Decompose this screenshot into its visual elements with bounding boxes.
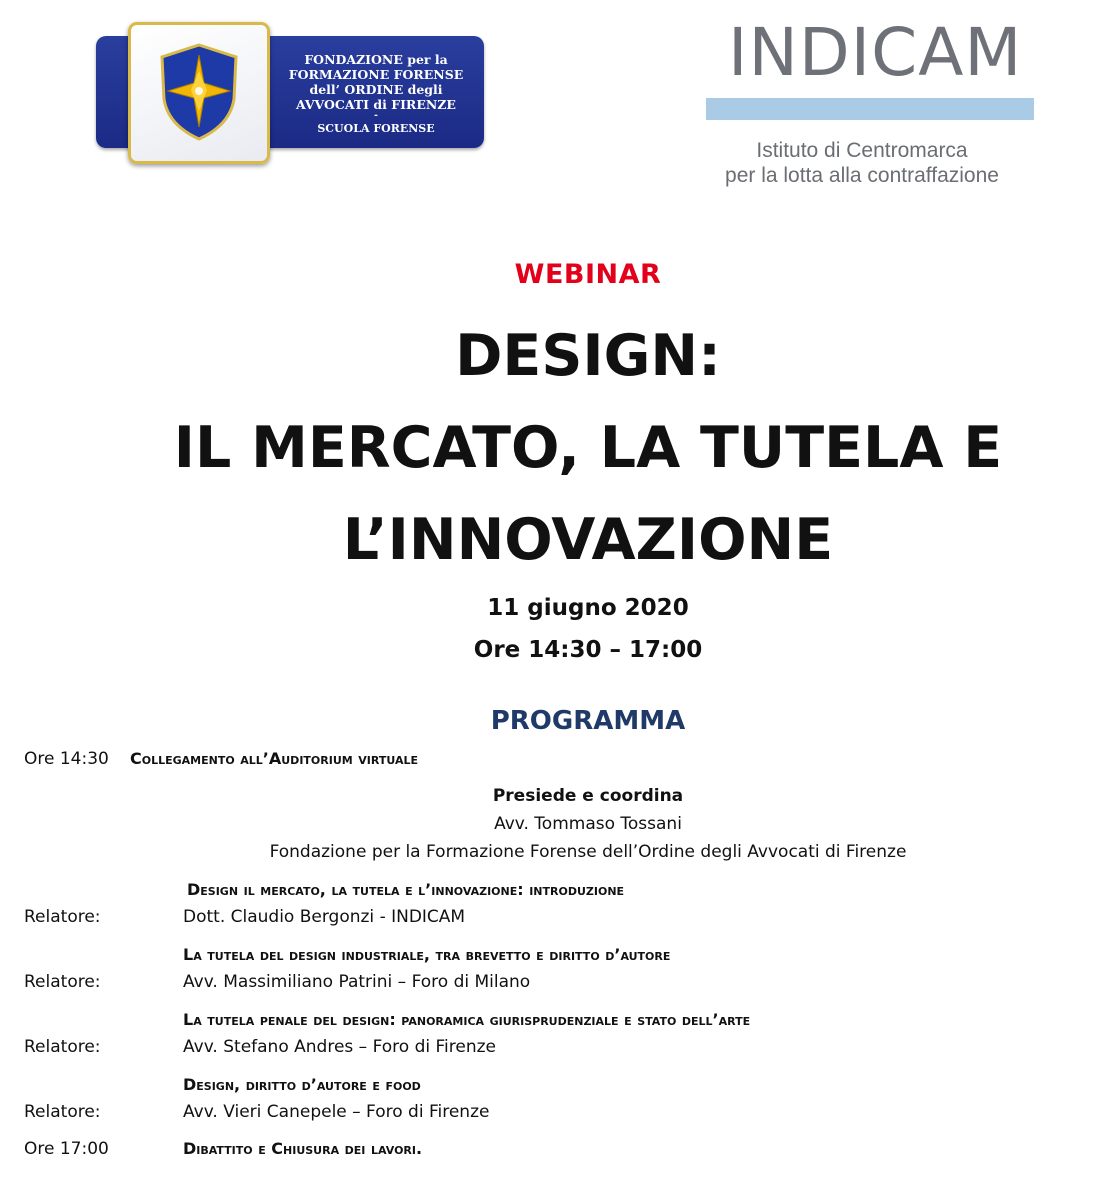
event-type: WEBINAR: [514, 259, 662, 290]
relatore-label: Relatore:: [24, 1102, 101, 1122]
talk-speaker: Avv. Vieri Canepele – Foro di Firenze: [183, 1102, 490, 1122]
event-date: 11 giugno 2020: [487, 595, 689, 621]
logo-line: AVVOCATI di FIRENZE: [296, 97, 456, 112]
talk-title: Design il mercato, la tutela e l’innovazione: introduzione: [187, 880, 625, 899]
talk-title: Design, diritto d’autore e food: [183, 1075, 421, 1094]
event-title-line: L’INNOVAZIONE: [342, 507, 834, 573]
programma-heading: PROGRAMMA: [490, 706, 686, 736]
event-time: Ore 14:30 – 17:00: [473, 637, 703, 663]
talk-speaker: Avv. Massimiliano Patrini – Foro di Milano: [183, 972, 531, 992]
event-title-line: IL MERCATO, LA TUTELA E: [173, 415, 1003, 481]
logo-emblem-tile: [128, 22, 270, 164]
fondazione-logo-text: [276, 52, 476, 136]
logo-line: -: [374, 111, 378, 121]
chair-heading: Presiede e coordina: [492, 786, 684, 806]
chair-org: Fondazione per la Formazione Forense dell’Ordine degli Avvocati di Firenze: [269, 842, 907, 862]
compass-star-shield-icon: [158, 43, 240, 141]
relatore-label: Relatore:: [24, 907, 101, 927]
logo-line: SCUOLA FORENSE: [317, 122, 435, 135]
indicam-subtitle-line: per la lotta alla contraffazione: [725, 164, 999, 187]
fondazione-logo: [96, 22, 484, 164]
indicam-subtitle-line: Istituto di Centromarca: [756, 139, 968, 162]
relatore-label: Relatore:: [24, 972, 101, 992]
closing-title: Dibattito e Chiusura dei lavori.: [183, 1139, 423, 1158]
opening-time: Ore 14:30: [24, 749, 109, 769]
indicam-bar: [706, 98, 1034, 120]
relatore-label: Relatore:: [24, 1037, 101, 1057]
talk-speaker: Dott. Claudio Bergonzi - INDICAM: [183, 907, 466, 927]
closing-time: Ore 17:00: [24, 1139, 109, 1159]
chair-name: Avv. Tommaso Tossani: [494, 814, 682, 834]
indicam-wordmark: INDICAM: [728, 14, 1023, 91]
talk-title: La tutela del design industriale, tra brevetto e diritto d’autore: [183, 945, 671, 964]
logo-line: FORMAZIONE FORENSE: [288, 67, 464, 82]
logo-line: dell’ ORDINE degli: [309, 82, 443, 97]
event-title: [0, 310, 1093, 586]
event-title-line: DESIGN:: [455, 323, 721, 389]
indicam-logo: [706, 16, 1036, 196]
talk-speaker: Avv. Stefano Andres – Foro di Firenze: [183, 1037, 496, 1057]
logo-line: FONDAZIONE per la: [304, 52, 448, 67]
indicam-subtitle: [706, 138, 1018, 188]
opening-title: Collegamento all’Auditorium virtuale: [130, 749, 418, 768]
talk-title: La tutela penale del design: panoramica giurisprudenziale e stato dell’arte: [183, 1010, 751, 1029]
